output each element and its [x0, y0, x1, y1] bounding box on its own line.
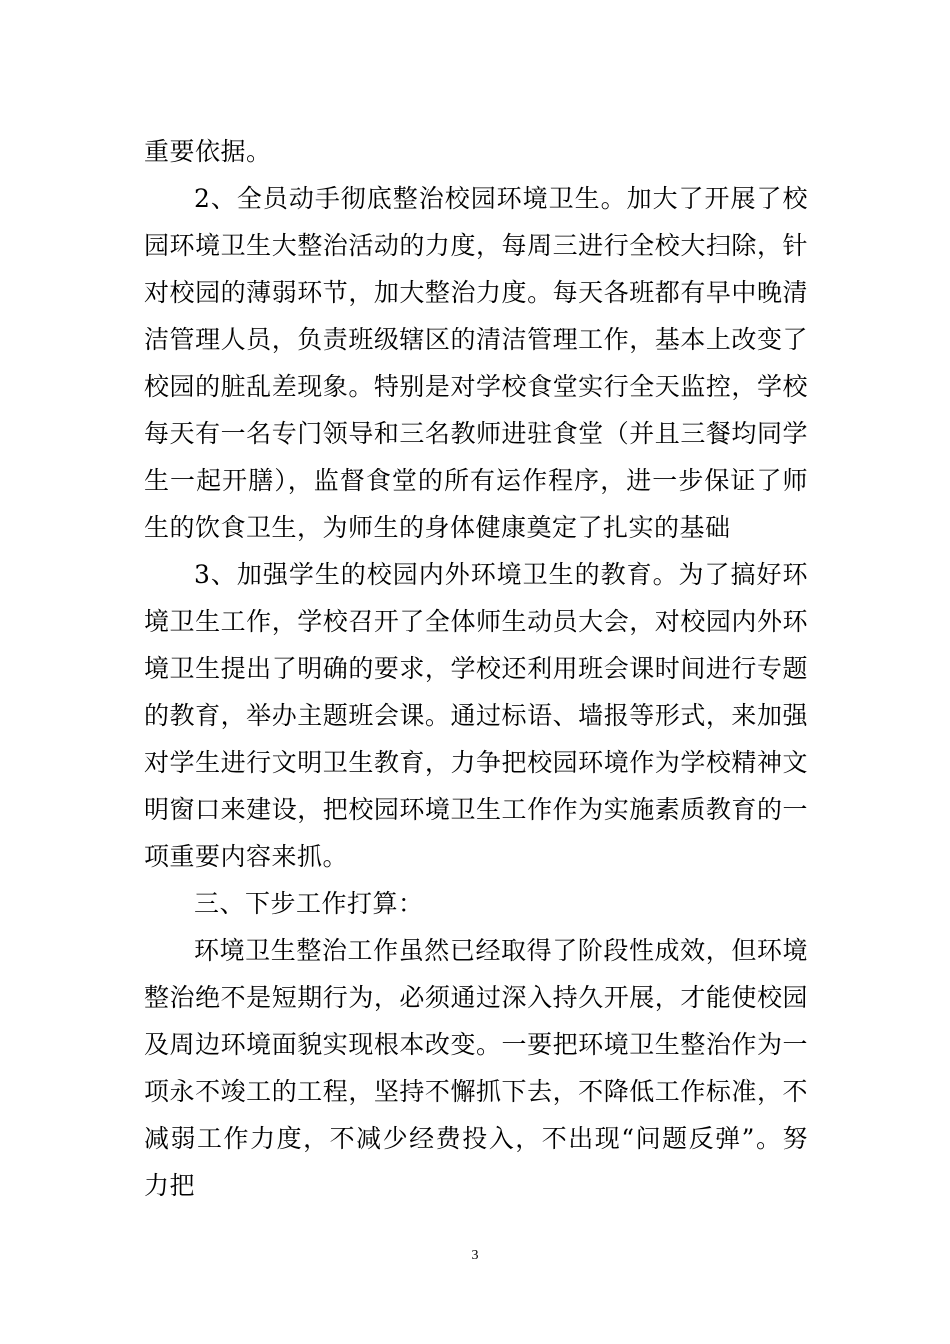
paragraph-continuation: 重要依据。	[144, 137, 272, 166]
section-heading: 三、下步工作打算：	[194, 889, 424, 918]
body-text	[144, 128, 808, 1209]
paragraph-item-2: 2、全员动手彻底整治校园环境卫生。加大了开展了校园环境卫生大整治活动的力度，每周三进行全校大扫除，针对校园的薄弱环节，加大整治力度。每天各班都有早中晚清洁管理人员，负责班级辖区的清洁管理工作，基本上改变了校园的脏乱差现象。特别是对学校食堂实行全天监控，学校每天有一名专门领导和三名教师进驻食堂（并且三餐均同学生一起开膳），监督食堂的所有运作程序，进一步保证了师生的饮食卫生，为师生的身体健康奠定了扎实的基础	[144, 184, 808, 542]
paragraph-next-steps: 环境卫生整治工作虽然已经取得了阶段性成效，但环境整治绝不是短期行为，必须通过深入持久开展，才能使校园及周边环境面貌实现根本改变。一要把环境卫生整治作为一项永不竣工的工程，坚持不懈抓下去，不降低工作标准，不减弱工作力度，不减少经费投入，不出现“问题反弹”。努力把	[144, 936, 808, 1200]
paragraph-item-3: 3、加强学生的校园内外环境卫生的教育。为了搞好环境卫生工作，学校召开了全体师生动员大会，对校园内外环境卫生提出了明确的要求，学校还利用班会课时间进行专题的教育，举办主题班会课。通过标语、墙报等形式，来加强对学生进行文明卫生教育，力争把校园环境作为学校精神文明窗口来建设，把校园环境卫生工作作为实施素质教育的一项重要内容来抓。	[144, 560, 808, 871]
page-number: 3	[471, 1248, 479, 1263]
